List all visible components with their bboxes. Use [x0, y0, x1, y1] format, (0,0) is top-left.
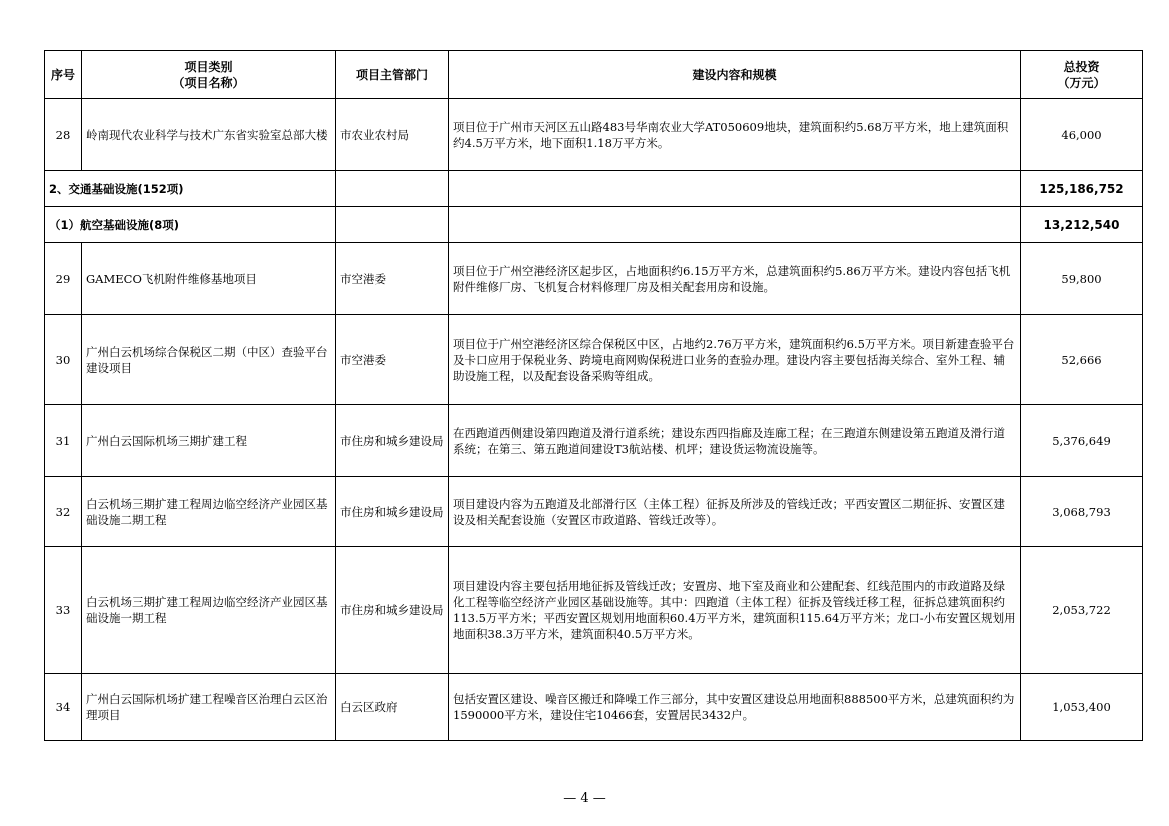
row-content: 项目位于广州空港经济区综合保税区中区，占地约2.76万平方米，建筑面积约6.5万平方米。项目新建查验平台及卡口应用于保税业务、跨境电商网购保税进口业务的查验办理。建设内容主要包括海关综合、室外工程、辅助设施工程，以及配套设备采购等组成。 [449, 315, 1021, 405]
row-content: 项目建设内容主要包括用地征拆及管线迁改；安置房、地下室及商业和公建配套、红线范围内的市政道路及绿化工程等临空经济产业园区基础设施等。其中：四跑道（主体工程）征拆及管线迁移工程，征拆总建筑面积约113.5万平方米；平西安置区规划用地面积60.4万平方米，建筑面积115.64万平方米；龙口-小布安置区规划用地面积38.3万平方米，建筑面积40.5万平方米。 [449, 547, 1021, 674]
row-investment: 52,666 [1021, 315, 1143, 405]
row-department: 市住房和城乡建设局 [336, 477, 449, 547]
header-project-name [82, 51, 336, 99]
header-department: 项目主管部门 [336, 51, 449, 99]
section-empty-content [449, 207, 1021, 243]
row-investment: 5,376,649 [1021, 405, 1143, 477]
row-project-name: 广州白云机场综合保税区二期（中区）查验平台建设项目 [82, 315, 336, 405]
row-content: 在西跑道西侧建设第四跑道及滑行道系统；建设东西四指廊及连廊工程；在三跑道东侧建设第五跑道及滑行道系统；在第三、第五跑道间建设T3航站楼、机坪；建设货运物流设施等。 [449, 405, 1021, 477]
page-number: — 4 — [563, 791, 606, 806]
table-row [45, 674, 1143, 741]
row-investment: 46,000 [1021, 99, 1143, 171]
row-content: 项目位于广州空港经济区起步区，占地面积约6.15万平方米，总建筑面积约5.86万平方米。建设内容包括飞机附件维修厂房、飞机复合材料修理厂房及相关配套用房和设施。 [449, 243, 1021, 315]
section-empty-content [449, 171, 1021, 207]
row-no: 30 [45, 315, 82, 405]
header-investment-line2: （万元） [1057, 75, 1106, 90]
row-department: 市农业农村局 [336, 99, 449, 171]
row-project-name: 白云机场三期扩建工程周边临空经济产业园区基础设施一期工程 [82, 547, 336, 674]
table-row [45, 99, 1143, 171]
row-department: 市住房和城乡建设局 [336, 405, 449, 477]
header-project-name-line2: （项目名称） [172, 75, 245, 90]
row-investment: 3,068,793 [1021, 477, 1143, 547]
header-investment-line1: 总投资 [1063, 59, 1100, 74]
table-row [45, 315, 1143, 405]
table-row [45, 477, 1143, 547]
row-project-name: 白云机场三期扩建工程周边临空经济产业园区基础设施二期工程 [82, 477, 336, 547]
row-department: 市空港委 [336, 243, 449, 315]
row-department: 市空港委 [336, 315, 449, 405]
row-content: 项目建设内容为五跑道及北部滑行区（主体工程）征拆及所涉及的管线迁改；平西安置区二期征拆、安置区建设及相关配套设施（安置区市政道路、管线迁改等）。 [449, 477, 1021, 547]
row-project-name: 岭南现代农业科学与技术广东省实验室总部大楼 [82, 99, 336, 171]
section-investment: 13,212,540 [1021, 207, 1143, 243]
row-investment: 59,800 [1021, 243, 1143, 315]
section-title: （1）航空基础设施(8项) [45, 207, 336, 243]
header-no: 序号 [45, 51, 82, 99]
section-row [45, 171, 1143, 207]
table-row [45, 405, 1143, 477]
row-investment: 2,053,722 [1021, 547, 1143, 674]
table-header-row [45, 51, 1143, 99]
row-content: 包括安置区建设、噪音区搬迁和降噪工作三部分，其中安置区建设总用地面积888500平方米，总建筑面积约为1590000平方米，建设住宅10466套，安置居民3432户。 [449, 674, 1021, 741]
table-row [45, 547, 1143, 674]
section-title: 2、交通基础设施(152项) [45, 171, 336, 207]
row-no: 34 [45, 674, 82, 741]
section-row [45, 207, 1143, 243]
row-no: 28 [45, 99, 82, 171]
row-no: 31 [45, 405, 82, 477]
header-investment [1021, 51, 1143, 99]
section-empty-dept [336, 171, 449, 207]
section-empty-dept [336, 207, 449, 243]
header-project-name-line1: 项目类别 [184, 59, 233, 74]
project-table [44, 50, 1143, 741]
table-row [45, 243, 1143, 315]
row-project-name: 广州白云国际机场扩建工程噪音区治理白云区治理项目 [82, 674, 336, 741]
row-no: 32 [45, 477, 82, 547]
row-department: 白云区政府 [336, 674, 449, 741]
row-no: 33 [45, 547, 82, 674]
row-project-name: 广州白云国际机场三期扩建工程 [82, 405, 336, 477]
section-investment: 125,186,752 [1021, 171, 1143, 207]
header-content: 建设内容和规模 [449, 51, 1021, 99]
row-investment: 1,053,400 [1021, 674, 1143, 741]
row-content: 项目位于广州市天河区五山路483号华南农业大学AT050609地块，建筑面积约5.68万平方米，地上建筑面积约4.5万平方米，地下面积1.18万平方米。 [449, 99, 1021, 171]
row-project-name: GAMECO飞机附件维修基地项目 [82, 243, 336, 315]
row-department: 市住房和城乡建设局 [336, 547, 449, 674]
row-no: 29 [45, 243, 82, 315]
